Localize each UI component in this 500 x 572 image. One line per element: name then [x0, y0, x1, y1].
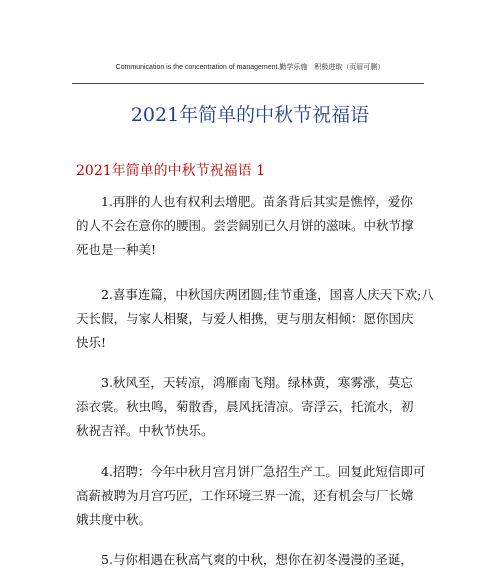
section-heading: 2021年简单的中秋节祝福语 1 — [76, 163, 265, 179]
paragraph-line: 4.招聘：今年中秋月宫月饼厂急招生产工。回复此短信即可 — [101, 464, 426, 479]
paragraph-line: 高薪被聘为月宫巧匠，工作环境三界一流，还有机会与厂长嫦 — [76, 488, 414, 503]
paragraph-line: 添衣裳。秋虫鸣，菊散香，晨风抚清凉。寄浮云，托流水，初 — [76, 399, 414, 414]
paragraph-line: 天长假，与家人相聚，与爱人相携，更与朋友相倾：愿你国庆 — [76, 311, 414, 326]
paragraph-line: 3.秋风至，天转凉，鸿雁南飞翔。绿林黄，寒雾涨，莫忘 — [101, 375, 413, 390]
paragraph-4 — [76, 460, 461, 532]
paragraph-2 — [76, 283, 461, 355]
paragraph-line: 死也是一种美! — [76, 242, 157, 257]
paragraph-line: 秋祝吉祥。中秋节快乐。 — [76, 423, 214, 438]
paragraph-line: 2.喜事连篇，中秋国庆两团圆;佳节重逢，国喜人庆天下欢;八 — [101, 287, 434, 302]
paragraph-3 — [76, 371, 461, 443]
paragraph-line: 的人不会在意你的腰围。尝尝阔别已久月饼的滋味。中秋节撑 — [76, 218, 414, 233]
paragraph-line: 快乐! — [76, 335, 107, 350]
paragraph-line: 娥共度中秋。 — [76, 512, 152, 527]
page-header: Communication is the concentration of management.勤学乐施 积极进取（页眉可删） — [115, 64, 385, 71]
paragraph-line: 1.再胖的人也有权利去增肥。苗条背后其实是憔悴，爱你 — [101, 194, 413, 209]
document-title: 2021年简单的中秋节祝福语 — [130, 104, 370, 126]
paragraph-5 — [76, 548, 461, 572]
paragraph-1 — [76, 190, 461, 262]
header-divider — [72, 83, 424, 84]
paragraph-line: 5.与你相遇在秋高气爽的中秋，想你在初冬漫漫的圣诞， — [101, 552, 413, 567]
